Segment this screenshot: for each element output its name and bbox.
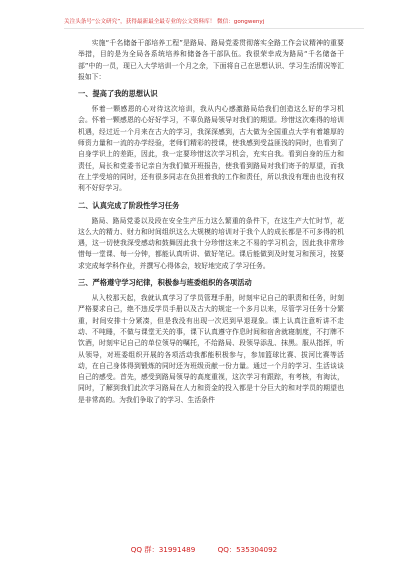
header-divider bbox=[64, 28, 364, 29]
section-heading-1: 一、提高了我的思想认识 bbox=[78, 89, 158, 99]
section-1-paragraph: 怀着一颗感恩的心对待这次培训，我从内心感激路局给我们创造这么好的学习机会。怀着一颗感恩的心好好学习，不辜负路局领导对我们的期望。珍惜这次难得的培训机遇，经过近一个月来在古大的学习，我深深感到，古大做为全国重点大学有着雄厚的师资力量和一流的办学经验，老师们精彩的授课，使我感到受益匪浅的同时，也看到了自身学识上的差距，因此，我一定要珍惜这次学习机会，充实自我。看到自身的压力和责任，局长和党委书记亲自为我们做开班报告，使我看到路局对我们寄予的厚望，而我在上学受培的同时，还有很多同志在负担着我的工作和责任，所以我没有理由也没有权利不好好学习。 bbox=[78, 105, 344, 193]
footer-qq-group: QQ 群：31991489 bbox=[130, 545, 196, 554]
footer-contact bbox=[0, 545, 408, 555]
section-2-paragraph: 路局、路局党委以及段在安全生产压力这么繁重的条件下，在这生产大忙时节，花这么大的精力、财力和时间组织这么大规模的培训对于我个人的成长都是不可多得的机遇，这一切使我深受感动和鼓舞因此我十分珍惜这来之不易的学习机会，因此我非常珍惜每一堂课、每一分钟，都能认真听讲、做好笔记。课后能做到及时复习和预习，按要求完成每学科作业，并撰写心得体会，较好地完成了学习任务。 bbox=[78, 216, 344, 270]
section-heading-2: 二、认真完成了阶段性学习任务 bbox=[78, 200, 180, 210]
footer-qq: QQ：535304092 bbox=[217, 545, 278, 554]
document-body bbox=[78, 38, 344, 406]
header-notice: 关注头条号“公文研究”，获得最新最全最专业的公文资料库！ 微信：gongwenyj bbox=[64, 19, 265, 25]
section-heading-3: 三、严格遵守学习纪律，积极参与班委组织的各项活动 bbox=[78, 278, 252, 288]
section-3-paragraph: 从入校那天起，我就认真学习了学员管理手册，时刻牢记自己的职责和任务，时刻严格要求自己，绝不违反学员手册以及古大的规定一个多月以来，尽管学习任务十分繁重，时间安排十分紧凑，但是我没有出现一次迟到早退现象。课上认真注意听讲不走动、不吨睡，不做与课堂无关的事，课下认真遵守作息时间和宿舍就寝制度，不打牌不饮酒，时刻牢记自己的单位领导的嘱托，不给路局、段领导添乱、抹黑。服从指挥，听从领导，对班委组织开展的各项活动我都能积极参与，参加篮球比赛、拔河比赛等活动，在自己身体得到锻炼的同时还为班级贡献一份力量。通过一个月的学习、生活谈谈自己的感受。首先，感受到路局领导的高度重视，这次学习有跟踪，有考核，有淘汰，同时，了解到我们此次学习路局在人力和资金的投入都是十分巨大的和对学员的期望也是非常高的。为我们争取了的学习、生活条件 bbox=[78, 294, 344, 404]
intro-paragraph: 实施“千名储备干部培养工程”是路局、路局党委贯彻落实全路工作会议精神的重要举措，目的是为全局各系统培养和储备各干部队伍。我很荣幸成为路局“千名储备干部”中的一员，现已入大学培训一个月之余，下面将自己在思想认识、学习生活情况等汇报如下： bbox=[78, 39, 344, 81]
